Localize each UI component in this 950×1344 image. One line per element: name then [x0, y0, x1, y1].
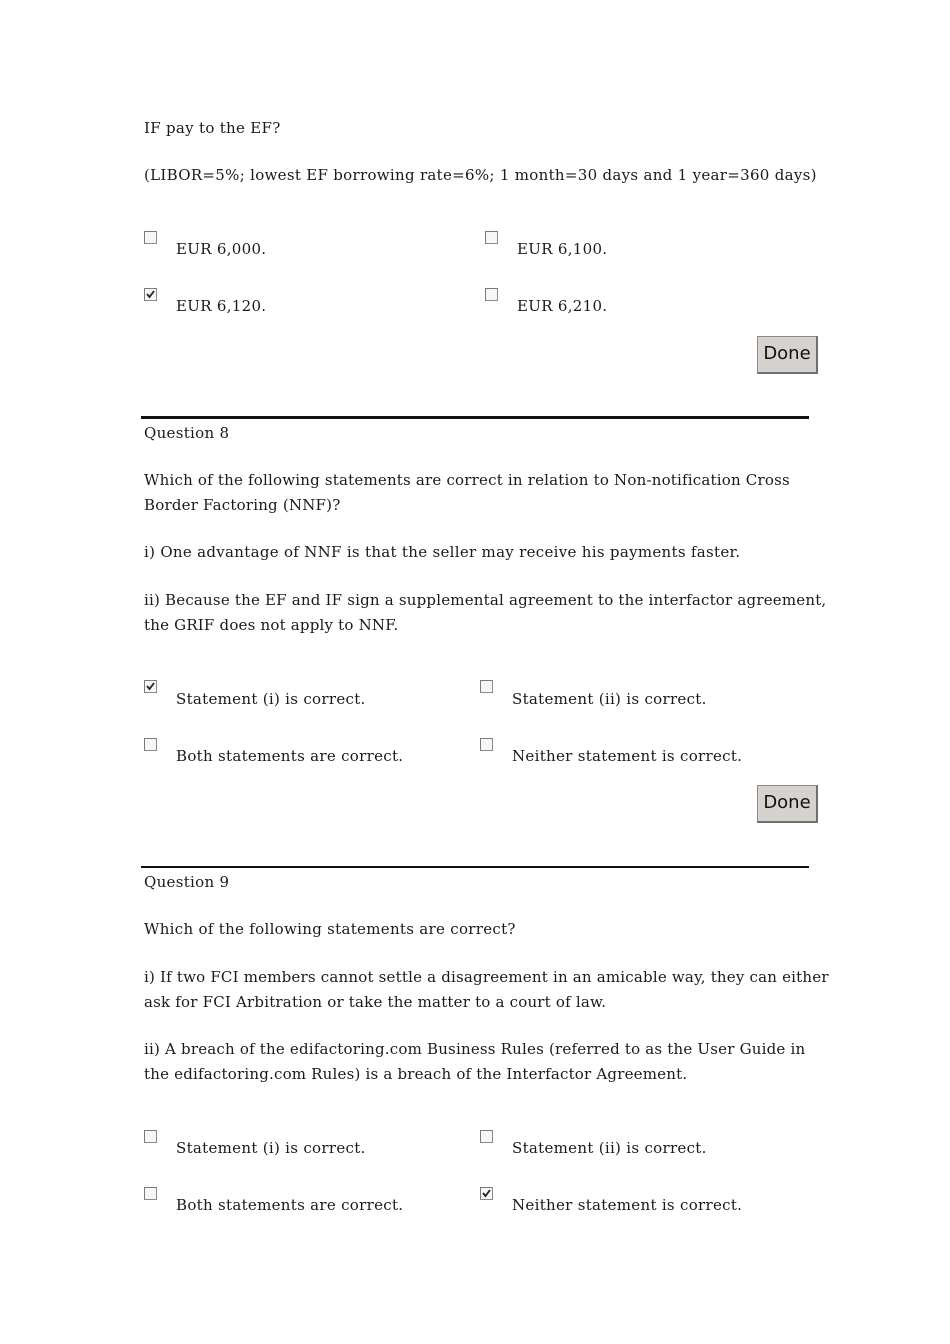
- q9-option-2-checkbox[interactable]: [480, 1130, 493, 1143]
- q7-done-button[interactable]: Done: [757, 336, 818, 374]
- q8-option-1-checkbox[interactable]: [144, 680, 157, 693]
- q8-title: Question 8: [144, 424, 230, 442]
- q8-option-1-label: Statement (i) is correct.: [176, 690, 366, 708]
- q8-statement-2: ii) Because the EF and IF sign a supplemental agreement to the interfactor agreement, the GRIF does not apply to NNF.: [144, 591, 827, 634]
- q8-option-3-checkbox[interactable]: [144, 738, 157, 751]
- q9-statement-1: i) If two FCI members cannot settle a disagreement in an amicable way, they can either ask for FCI Arbitration or take the matter to a court of law.: [144, 968, 829, 1011]
- q8-option-4-checkbox[interactable]: [480, 738, 493, 751]
- section-divider: [141, 416, 809, 419]
- q7-option-3-checkbox[interactable]: [144, 288, 157, 301]
- q9-option-3-label: Both statements are correct.: [176, 1196, 404, 1214]
- q9-option-3-checkbox[interactable]: [144, 1187, 157, 1200]
- q8-option-3-label: Both statements are correct.: [176, 747, 404, 765]
- section-divider: [141, 866, 809, 868]
- checkmark-icon: [145, 681, 156, 692]
- q9-statement-2: ii) A breach of the edifactoring.com Business Rules (referred to as the User Guide in the edifactoring.com Rules) is a breach of the Interfactor Agreement.: [144, 1040, 806, 1083]
- q9-option-4-label: Neither statement is correct.: [512, 1196, 743, 1214]
- q8-question: Which of the following statements are correct in relation to Non-notification Cross Border Factoring (NNF)?: [144, 471, 790, 514]
- q7-note: (LIBOR=5%; lowest EF borrowing rate=6%; 1 month=30 days and 1 year=360 days): [144, 166, 817, 184]
- q7-option-2-label: EUR 6,100.: [517, 240, 608, 258]
- q7-question-tail: IF pay to the EF?: [144, 119, 281, 137]
- q9-option-1-checkbox[interactable]: [144, 1130, 157, 1143]
- q8-option-4-label: Neither statement is correct.: [512, 747, 743, 765]
- q8-option-2-checkbox[interactable]: [480, 680, 493, 693]
- q7-option-1-checkbox[interactable]: [144, 231, 157, 244]
- q8-statement-1: i) One advantage of NNF is that the seller may receive his payments faster.: [144, 543, 741, 561]
- q7-option-1-label: EUR 6,000.: [176, 240, 267, 258]
- q8-done-button[interactable]: Done: [757, 785, 818, 823]
- q9-option-1-label: Statement (i) is correct.: [176, 1139, 366, 1157]
- q9-question: Which of the following statements are correct?: [144, 920, 516, 938]
- q7-option-3-label: EUR 6,120.: [176, 297, 267, 315]
- q9-option-4-checkbox[interactable]: [480, 1187, 493, 1200]
- q9-option-2-label: Statement (ii) is correct.: [512, 1139, 707, 1157]
- q8-option-2-label: Statement (ii) is correct.: [512, 690, 707, 708]
- q7-option-4-label: EUR 6,210.: [517, 297, 608, 315]
- q9-title: Question 9: [144, 873, 230, 891]
- checkmark-icon: [481, 1188, 492, 1199]
- checkmark-icon: [145, 289, 156, 300]
- q7-option-2-checkbox[interactable]: [485, 231, 498, 244]
- q7-option-4-checkbox[interactable]: [485, 288, 498, 301]
